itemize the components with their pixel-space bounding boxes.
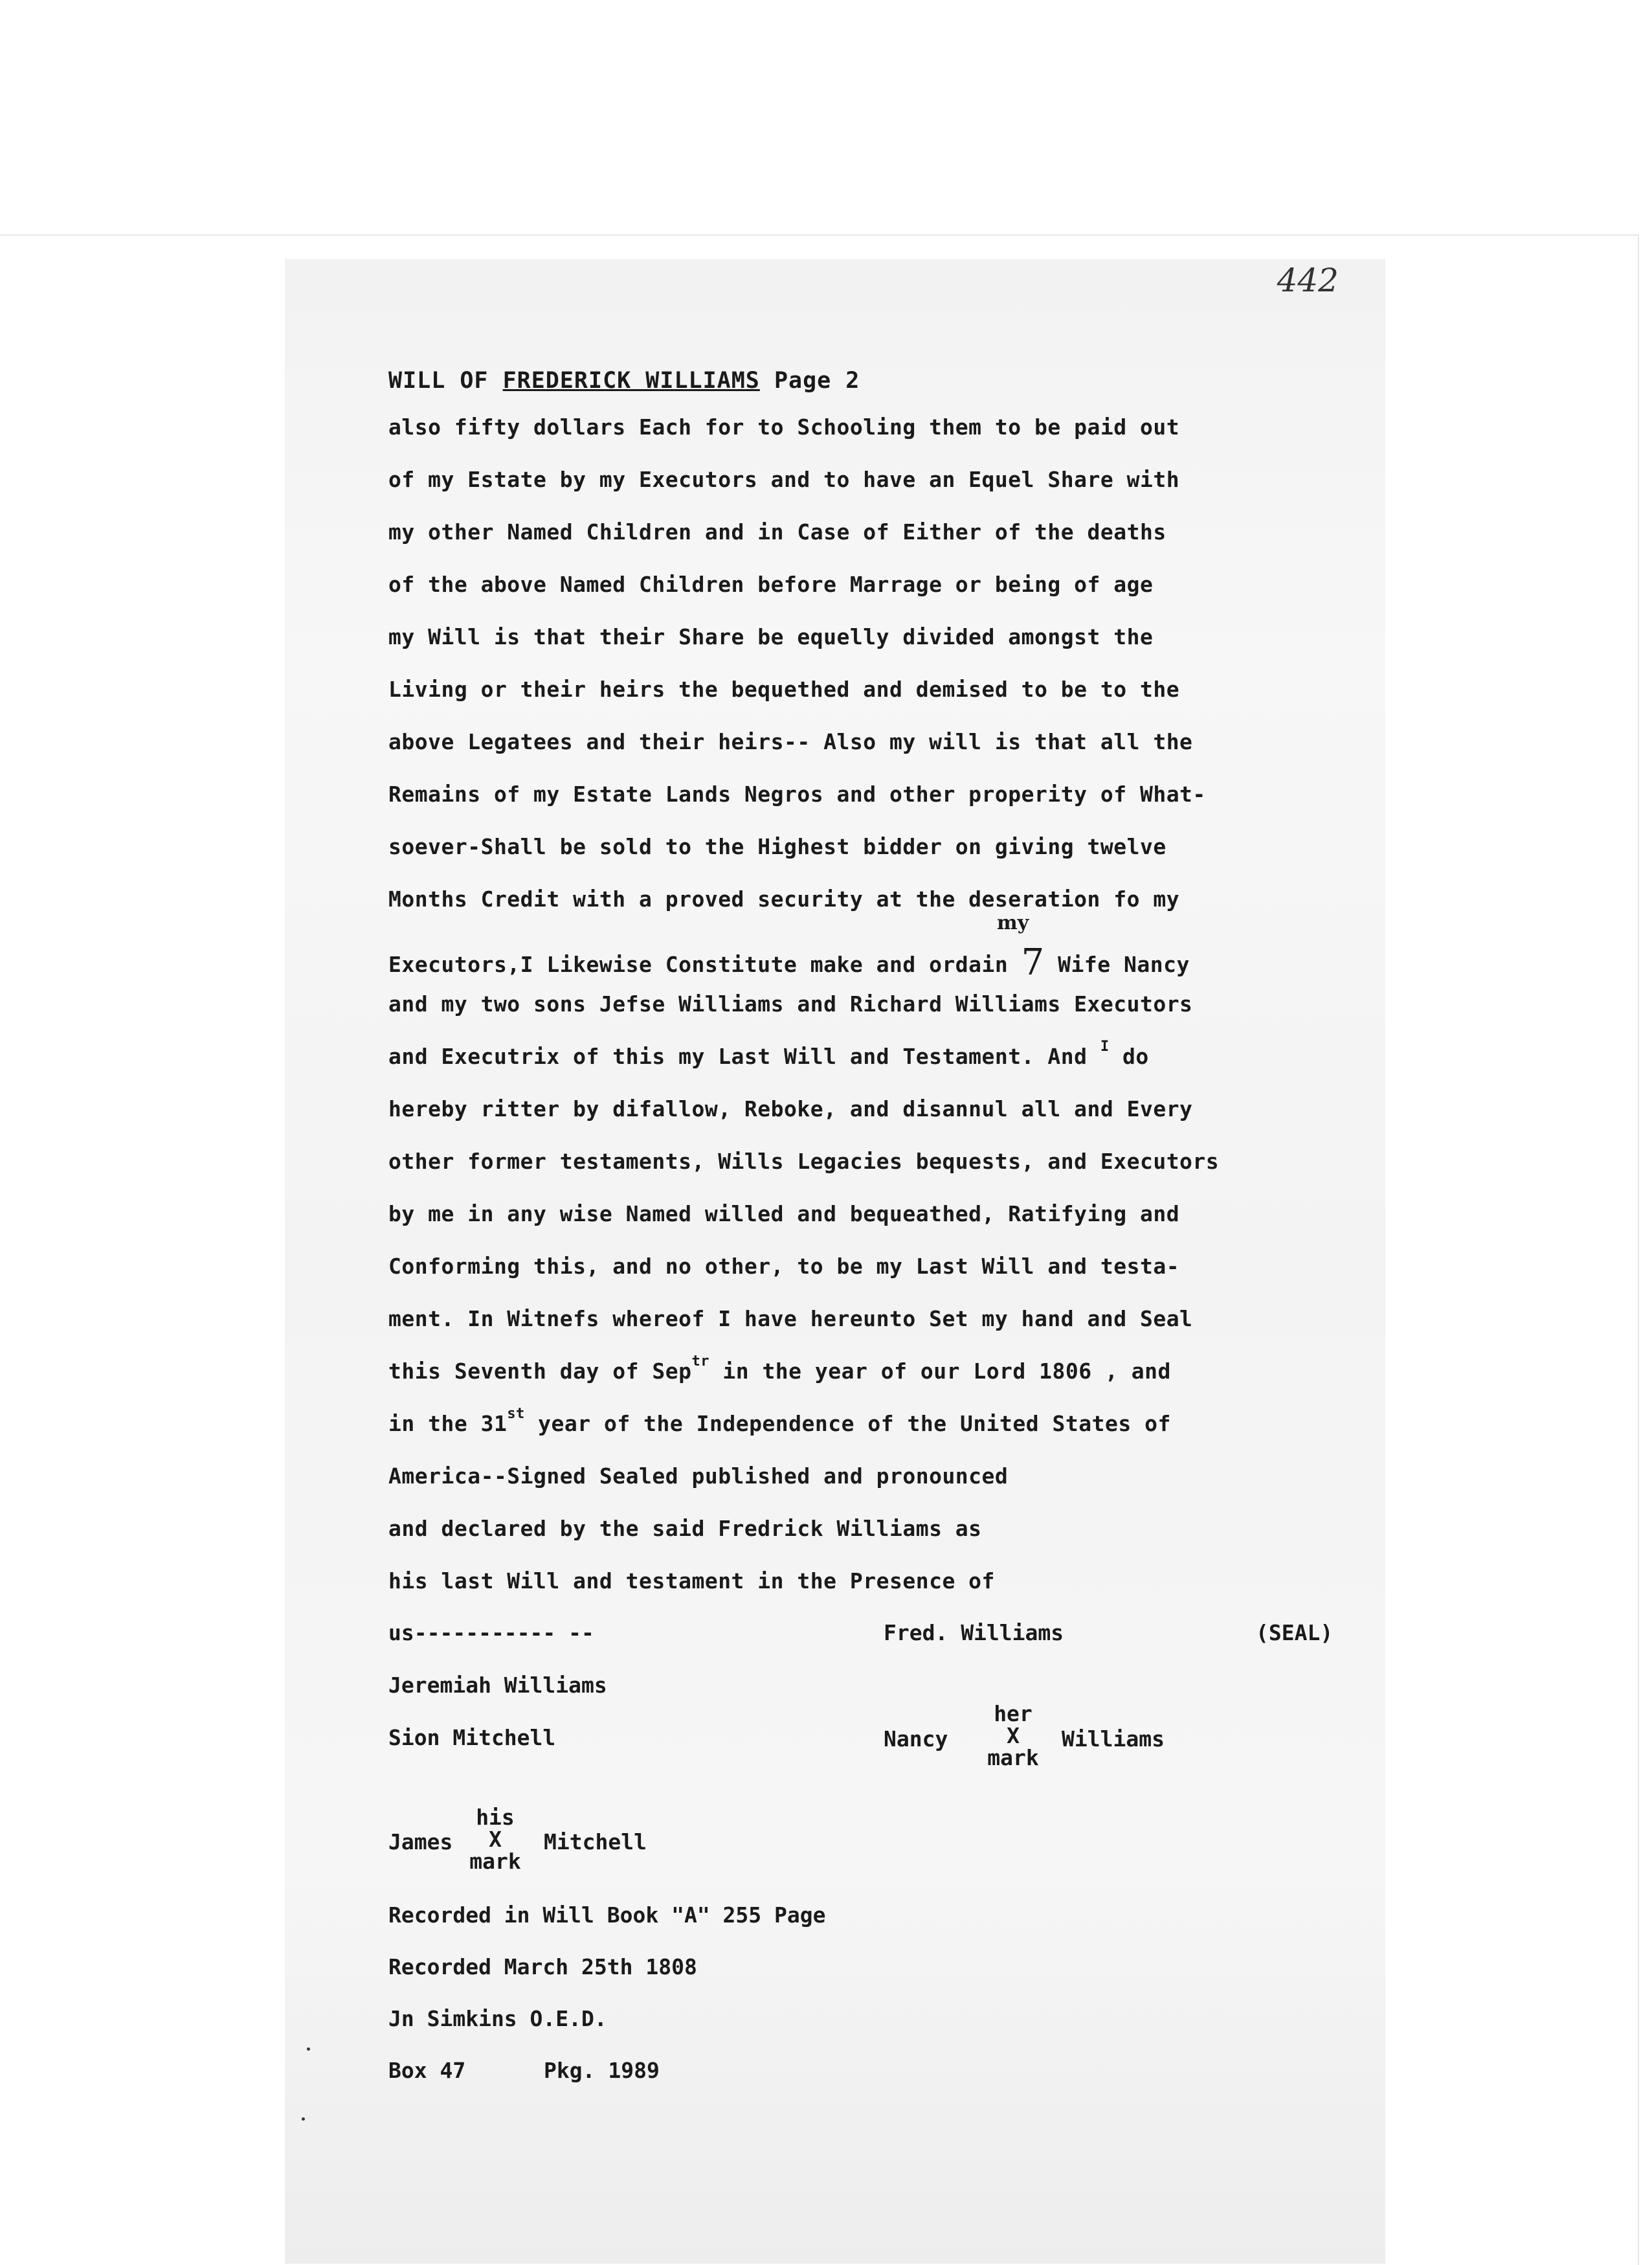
page-number: 442 xyxy=(1277,262,1339,299)
body-line: soever-Shall be sold to the Highest bidder on giving twelve xyxy=(388,834,1166,859)
body-line: above Legatees and their heirs-- Also my will is that all the xyxy=(388,729,1193,754)
body-line: Living or their heirs the bequethed and demised to be to the xyxy=(388,677,1180,702)
recording-clerk: Jn Simkins O.E.D. xyxy=(388,2006,607,2031)
body-line: America--Signed Sealed published and pronounced xyxy=(388,1463,1009,1489)
seal-label: (SEAL) xyxy=(1256,1620,1334,1645)
james-mark-label: mark xyxy=(469,1849,521,1874)
body-line: Remains of my Estate Lands Negros and other properity of What- xyxy=(388,782,1206,807)
signature-fred-williams: Fred. Williams xyxy=(884,1620,1064,1645)
executors-text-after: Wife Nancy xyxy=(1044,952,1190,977)
scan-speck xyxy=(307,2047,310,2051)
nancy-last-name: Williams xyxy=(1062,1726,1165,1752)
nancy-mark-label: mark xyxy=(987,1745,1039,1770)
james-mark xyxy=(466,1807,524,1873)
body-line: hereby ritter by difallow, Reboke, and disannul all and Every xyxy=(388,1096,1193,1121)
header-prefix: WILL OF xyxy=(388,368,503,394)
body-line: also fifty dollars Each for to Schooling them to be paid out xyxy=(388,414,1180,440)
executrix-text-before: and Executrix of this my Last Will and Testament. And xyxy=(388,1044,1100,1069)
handwritten-correction: 7 xyxy=(1021,941,1045,984)
document-page xyxy=(285,259,1385,2264)
body-line: and my two sons Jefse Williams and Richard Williams Executors xyxy=(388,991,1193,1017)
scan-speck xyxy=(302,2117,305,2121)
nancy-first-name: Nancy xyxy=(884,1726,948,1752)
body-line: and declared by the said Fredrick Williams as xyxy=(388,1516,982,1541)
seventh-text-before: this Seventh day of Sep xyxy=(388,1358,692,1384)
body-line: other former testaments, Wills Legacies bequests, and Executors xyxy=(388,1149,1220,1174)
superscript-st: st xyxy=(507,1406,525,1422)
nancy-her: her xyxy=(994,1701,1032,1726)
header-name: FREDERICK WILLIAMS xyxy=(502,368,760,394)
james-first-name: James xyxy=(388,1829,453,1854)
body-line-seventh xyxy=(388,1353,1171,1384)
will-header xyxy=(388,368,860,394)
body-line-executrix xyxy=(388,1039,1149,1069)
body-line: his last Will and testament in the Presence of xyxy=(388,1568,995,1594)
header-suffix: Page 2 xyxy=(759,368,860,394)
james-last-name: Mitchell xyxy=(544,1829,647,1854)
james-his: his xyxy=(476,1805,515,1830)
body-line-executors xyxy=(388,939,1190,984)
recorded-will-book: Recorded in Will Book "A" 255 Page xyxy=(388,1902,826,1928)
executors-text-before: Executors,I Likewise Constitute make and ordain xyxy=(388,952,1021,977)
seventh-text-after: in the year of our Lord 1806 , and xyxy=(709,1358,1171,1384)
executrix-text-after: do xyxy=(1109,1044,1149,1069)
package-number: Pkg. 1989 xyxy=(544,2058,660,2083)
handwritten-my: my xyxy=(997,912,1029,934)
superscript-tr: tr xyxy=(691,1353,709,1369)
witness-us-line: us----------- -- xyxy=(388,1620,594,1645)
31st-text-after: year of the Independence of the United States of xyxy=(524,1411,1171,1436)
body-line: of the above Named Children before Marrage or being of age xyxy=(388,572,1154,597)
witness-sion-mitchell: Sion Mitchell xyxy=(388,1725,556,1750)
body-line-31st xyxy=(388,1406,1171,1436)
body-line: by me in any wise Named willed and bequeathed, Ratifying and xyxy=(388,1201,1180,1226)
nancy-mark xyxy=(984,1703,1042,1769)
witness-jeremiah-williams: Jeremiah Williams xyxy=(388,1673,607,1698)
recorded-date: Recorded March 25th 1808 xyxy=(388,1954,697,1979)
nancy-x: X xyxy=(1007,1723,1020,1748)
31st-text-before: in the 31 xyxy=(388,1411,508,1436)
body-line: my Will is that their Share be equelly divided amongst the xyxy=(388,624,1154,649)
raised-i: I xyxy=(1100,1039,1110,1055)
body-line: Months Credit with a proved security at the deseration fo my xyxy=(388,886,1180,912)
body-line: ment. In Witnefs whereof I have hereunto Set my hand and Seal xyxy=(388,1306,1193,1331)
body-line: my other Named Children and in Case of Either of the deaths xyxy=(388,519,1166,545)
james-x: X xyxy=(489,1827,502,1852)
box-number: Box 47 xyxy=(388,2058,466,2083)
body-line: Conforming this, and no other, to be my Last Will and testa- xyxy=(388,1254,1180,1279)
body-line: of my Estate by my Executors and to have an Equel Share with xyxy=(388,467,1180,492)
